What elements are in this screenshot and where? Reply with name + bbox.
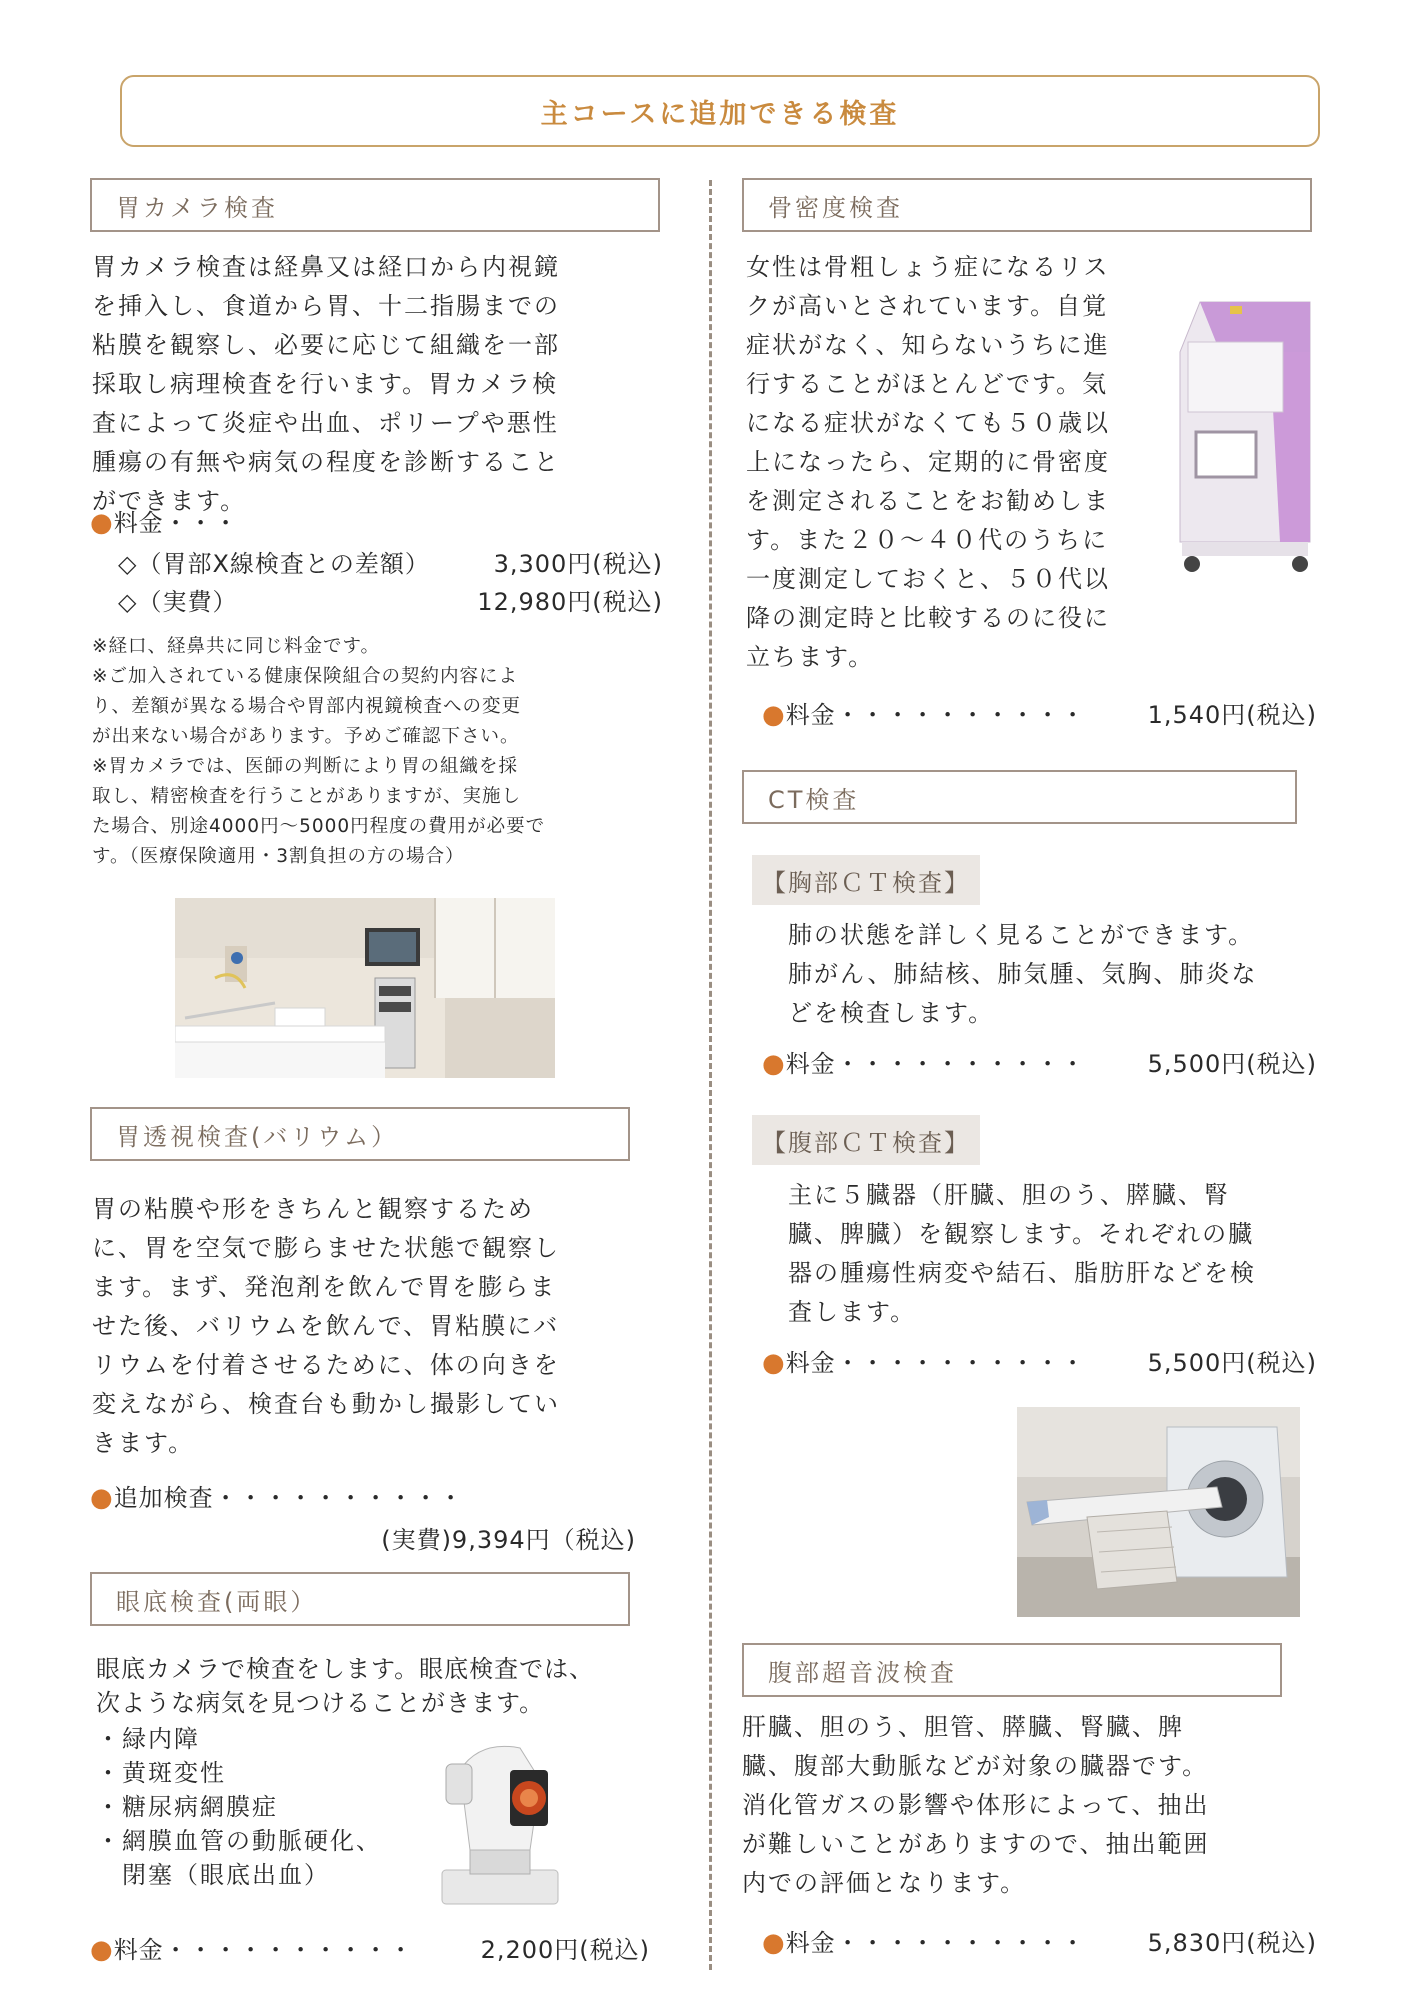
fee-value: 1,540円(税込) <box>1147 701 1317 729</box>
text-line: 眼底カメラで検査をします。眼底検査では、 <box>96 1655 595 1683</box>
note-line: た場合、別途4000円～5000円程度の費用が必要で <box>92 816 546 837</box>
bone-density-heading <box>742 178 1312 232</box>
bullet-icon: ● <box>762 700 786 730</box>
ct-scanner-photo <box>1017 1407 1300 1617</box>
fee-row-value: 3,300円(税込) <box>493 550 663 578</box>
text-line: 肺の状態を詳しく見ることができます。 <box>788 921 1255 949</box>
abdomen-ct-subheading <box>752 1115 980 1165</box>
endoscopy-room-photo <box>175 898 555 1078</box>
barium-body <box>92 1190 692 1463</box>
note-line: ※胃カメラでは、医師の判断により胃の組織を採 <box>92 756 519 777</box>
text-line: 採取し病理検査を行います。胃カメラ検 <box>92 370 559 398</box>
ct-heading-text: CT検査 <box>768 785 860 814</box>
fee-row-value: 12,980円(税込) <box>477 588 663 616</box>
text-line: を測定されることをお勧めしま <box>746 487 1110 515</box>
fee-value: 5,830円(税込) <box>1147 1929 1317 1957</box>
text-line: 立ちます。 <box>746 643 875 671</box>
abdomen-ct-body <box>788 1176 1328 1332</box>
ct-heading <box>742 770 1297 824</box>
gastro-camera-fee-row <box>118 584 663 620</box>
note-line: 取し、精密検査を行うことがありますが、実施し <box>92 786 522 807</box>
text-line: リウムを付着させるために、体の向きを <box>92 1351 560 1379</box>
page-title-box <box>120 75 1320 147</box>
barium-fee-value: (実費)9,394円（税込) <box>381 1526 636 1554</box>
text-line: クが高いとされています。自覚 <box>746 292 1109 320</box>
fee-label-text: 料金・・・・・・・・・・ <box>785 1349 1086 1377</box>
text-line: 査します。 <box>788 1298 917 1326</box>
text-line: 器の腫瘍性病変や結石、脂肪肝などを検 <box>788 1259 1256 1287</box>
bone-density-body <box>746 248 1156 677</box>
fundus-heading-text: 眼底検査(両眼） <box>116 1587 318 1616</box>
fundus-camera-photo <box>430 1740 570 1910</box>
text-line: 肝臓、胆のう、胆管、膵臓、腎臓、脾 <box>742 1713 1184 1741</box>
text-line: に、胃を空気で膨らませた状態で観察し <box>92 1234 560 1262</box>
bullet-icon: ● <box>762 1928 786 1958</box>
note-line: ※ご加入されている健康保険組合の契約内容によ <box>92 666 519 687</box>
bone-density-fee <box>762 697 1317 733</box>
fee-label-text: 料金・・・・・・・・・・ <box>785 701 1086 729</box>
barium-heading-text: 胃透視検査(バリウム） <box>116 1122 399 1151</box>
note-line: す。（医療保険適用・3割負担の方の場合） <box>92 846 465 867</box>
ultrasound-heading <box>742 1643 1282 1697</box>
text-line: 次ような病気を見つけることがきます。 <box>96 1689 545 1717</box>
chest-ct-body <box>788 916 1328 1033</box>
fundus-disease-list <box>96 1722 426 1892</box>
ultrasound-heading-text: 腹部超音波検査 <box>768 1658 957 1687</box>
bullet-icon: ● <box>90 1935 114 1965</box>
fee-label-text: 追加検査・・・・・・・・・・ <box>113 1484 464 1512</box>
gastro-camera-body <box>92 248 692 521</box>
text-line: を挿入し、食道から胃、十二指腸までの <box>92 292 560 320</box>
text-line: 行することがほとんどです。気 <box>746 370 1109 398</box>
text-line: 上になったら、定期的に骨密度 <box>746 448 1110 476</box>
bullet-icon: ● <box>762 1348 786 1378</box>
gastro-camera-heading-text: 胃カメラ検査 <box>116 193 278 222</box>
gastro-camera-fee-row <box>118 546 663 582</box>
fundus-heading <box>90 1572 630 1626</box>
text-line: 査によって炎症や出血、ポリープや悪性 <box>92 409 559 437</box>
fee-row-label: ◇（実費） <box>118 588 238 616</box>
bone-density-machine-photo <box>1160 292 1320 582</box>
text-line: 消化管ガスの影響や体形によって、抽出 <box>742 1791 1210 1819</box>
text-line: 胃の粘膜や形をきちんと観察するため <box>92 1195 534 1223</box>
fee-label-text: 料金・・・・・・・・・・ <box>785 1929 1086 1957</box>
list-item: ・緑内障 <box>96 1725 200 1753</box>
fee-row-label: ◇（胃部X線検査との差額） <box>118 550 430 578</box>
abdomen-ct-subheading-text: 【腹部ＣＴ検査】 <box>762 1128 970 1157</box>
note-line: り、差額が異なる場合や胃部内視鏡検査への変更 <box>92 696 522 717</box>
fundus-body <box>96 1652 696 1720</box>
ultrasound-fee <box>762 1925 1317 1961</box>
text-line: 内での評価となります。 <box>742 1869 1027 1897</box>
text-line: 臓、腹部大動脈などが対象の臓器です。 <box>742 1752 1209 1780</box>
fundus-fee <box>90 1932 650 1968</box>
text-line: 臓、脾臓）を観察します。それぞれの臓 <box>788 1220 1255 1248</box>
bullet-icon: ● <box>762 1049 786 1079</box>
list-item: ・糖尿病網膜症 <box>96 1793 278 1821</box>
text-line: きます。 <box>92 1429 195 1457</box>
page-title: 主コースに追加できる検査 <box>540 98 900 130</box>
barium-heading <box>90 1107 630 1161</box>
note-line: ※経口、経鼻共に同じ料金です。 <box>92 636 381 657</box>
ultrasound-body <box>742 1708 1322 1903</box>
bone-density-heading-text: 骨密度検査 <box>768 193 903 222</box>
text-line: 腫瘍の有無や病気の程度を診断すること <box>92 448 560 476</box>
list-item: ・網膜血管の動脈硬化、 <box>96 1827 382 1855</box>
chest-ct-fee <box>762 1046 1317 1082</box>
barium-fee-label <box>90 1480 464 1516</box>
gastro-camera-notes <box>92 632 692 872</box>
text-line: 症状がなく、知らないうちに進 <box>746 331 1110 359</box>
fee-label-text: 料金・・・・・・・・・・ <box>113 1936 414 1964</box>
text-line: になる症状がなくても５０歳以 <box>746 409 1110 437</box>
text-line: どを検査します。 <box>788 999 995 1027</box>
text-line: 胃カメラ検査は経鼻又は経口から内視鏡 <box>92 253 560 281</box>
text-line: ます。まず、発泡剤を飲んで胃を膨らま <box>92 1273 557 1301</box>
fee-value: 2,200円(税込) <box>480 1936 650 1964</box>
list-item: 閉塞（眼底出血） <box>96 1861 330 1889</box>
fee-value: 5,500円(税込) <box>1147 1349 1317 1377</box>
list-item: ・黄斑変性 <box>96 1759 226 1787</box>
text-line: 粘膜を観察し、必要に応じて組織を一部 <box>92 331 560 359</box>
text-line: 女性は骨粗しょう症になるリス <box>746 253 1110 281</box>
column-divider <box>709 180 712 1970</box>
gastro-camera-heading <box>90 178 660 232</box>
gastro-camera-fee-label <box>90 505 239 541</box>
fee-label-text: 料金・・・・・・・・・・ <box>785 1050 1086 1078</box>
text-line: 肺がん、肺結核、肺気腫、気胸、肺炎な <box>788 960 1258 988</box>
text-line: が難しいことがありますので、抽出範囲 <box>742 1830 1210 1858</box>
chest-ct-subheading-text: 【胸部ＣＴ検査】 <box>762 868 970 897</box>
bullet-icon: ● <box>90 1483 114 1513</box>
text-line: 主に５臓器（肝臓、胆のう、膵臓、腎 <box>788 1181 1230 1209</box>
text-line: す。また２０～４０代のうちに <box>746 526 1109 554</box>
text-line: ができます。 <box>92 487 247 515</box>
text-line: 一度測定しておくと、５０代以 <box>746 565 1110 593</box>
fee-value: 5,500円(税込) <box>1147 1050 1317 1078</box>
text-line: 降の測定時と比較するのに役に <box>746 604 1110 632</box>
text-line: せた後、バリウムを飲んで、胃粘膜にバ <box>92 1312 560 1340</box>
bullet-icon: ● <box>90 508 114 538</box>
chest-ct-subheading <box>752 855 980 905</box>
fee-label-text: 料金・・・ <box>113 509 239 537</box>
text-line: 変えながら、検査台も動かし撮影してい <box>92 1390 560 1418</box>
note-line: が出来ない場合があります。予めご確認下さい。 <box>92 726 520 747</box>
abdomen-ct-fee <box>762 1345 1317 1381</box>
